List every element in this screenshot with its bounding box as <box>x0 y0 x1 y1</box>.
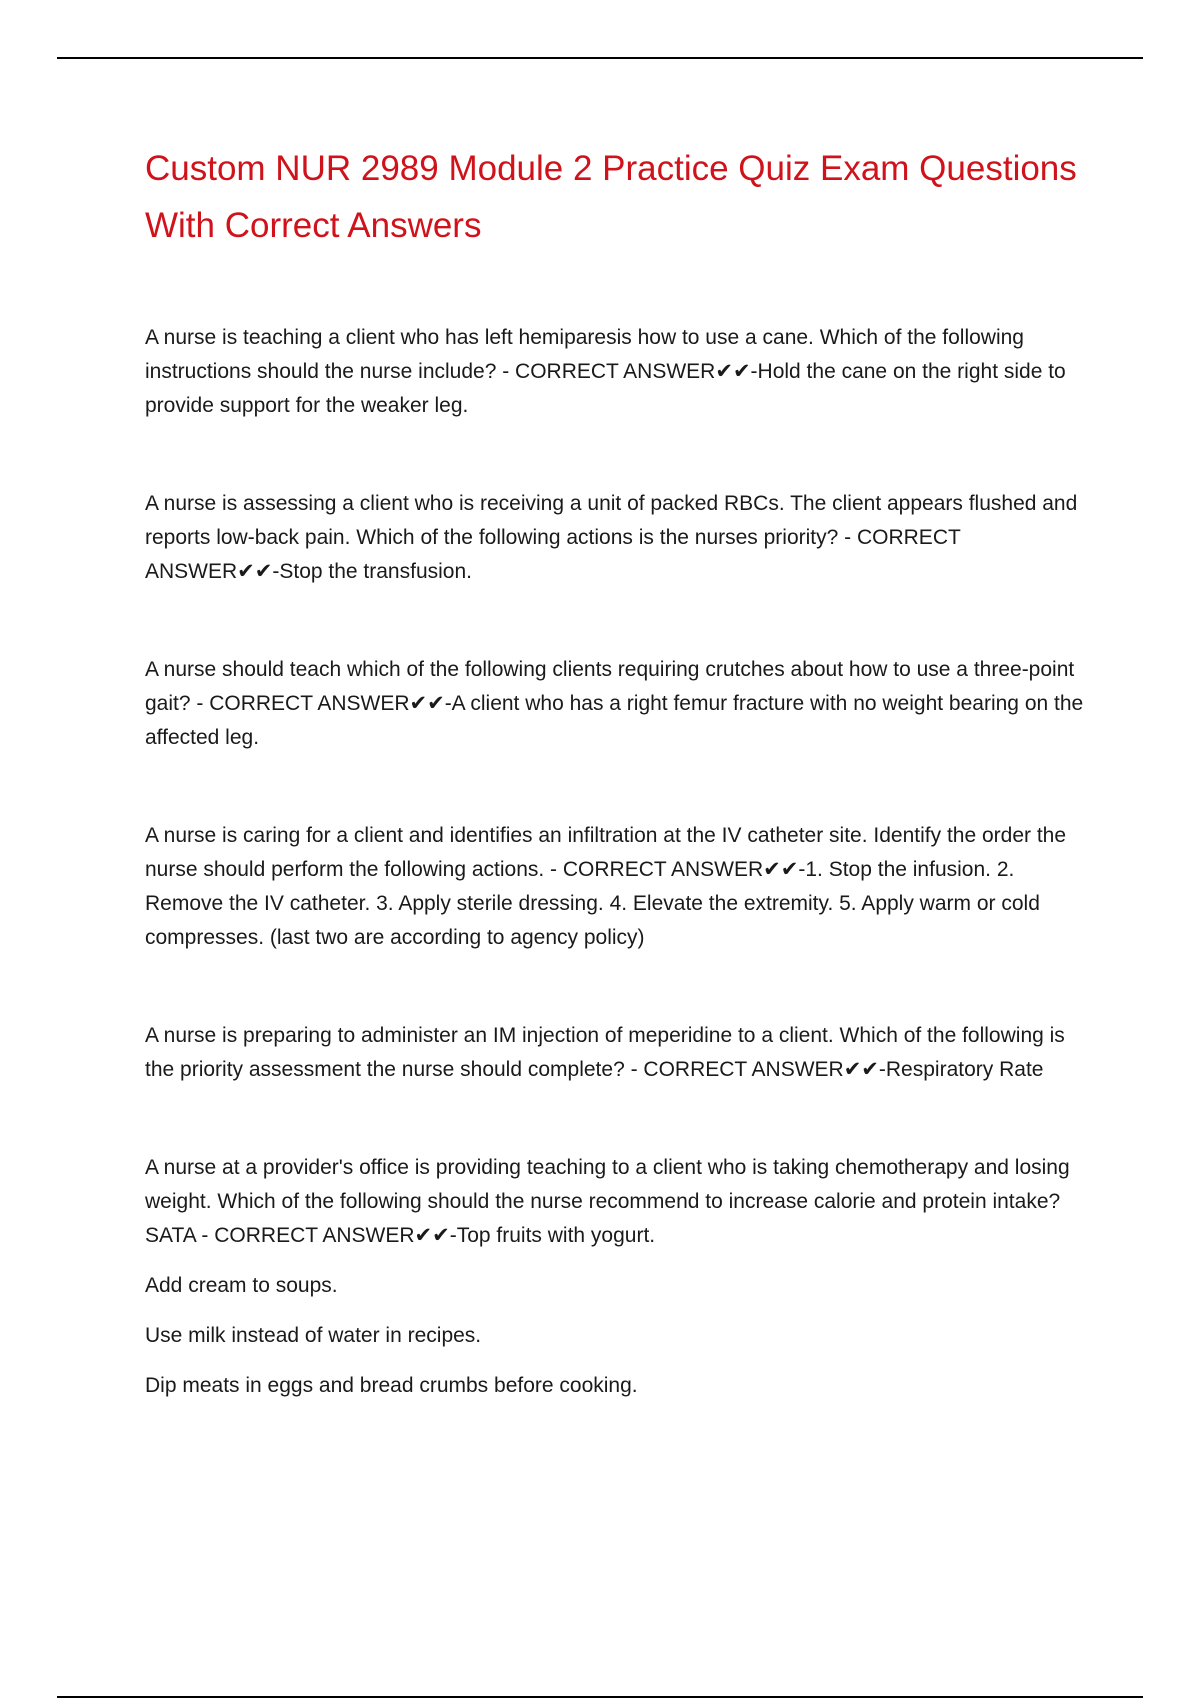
question-list <box>145 321 1095 1403</box>
question-item: A nurse is assessing a client who is receiving a unit of packed RBCs. The client appears flushed and reports low-back pain. Which of the following actions is the nurses priority? - CORRECT ANSWER✔✔-Stop the transfusion. <box>145 492 1078 583</box>
question-item: A nurse at a provider's office is providing teaching to a client who is taking chemotherapy and losing weight. Which of the following should the nurse recommend to increase calorie and protein intake? SATA - CORRECT ANSWER✔✔-Top fruits with yogurt. <box>145 1156 1070 1247</box>
document-content <box>145 140 1095 1419</box>
question-item: A nurse is preparing to administer an IM injection of meperidine to a client. Which of the following is the priority assessment the nurse should complete? - CORRECT ANSWER✔✔-Respiratory Rate <box>145 1024 1065 1081</box>
answer-line: Add cream to soups. <box>145 1274 338 1297</box>
document-title: Custom NUR 2989 Module 2 Practice Quiz Exam Questions With Correct Answers <box>145 149 1077 245</box>
answer-line: Dip meats in eggs and bread crumbs before cooking. <box>145 1374 638 1397</box>
question-item: A nurse is caring for a client and identifies an infiltration at the IV catheter site. Identify the order the nurse should perform the following actions. - CORRECT ANSWER✔✔-1. Stop the infusion. 2. Remove the IV catheter. 3. Apply sterile dressing. 4. Elevate the extremity. 5. Apply warm or cold compresses. (last two are according to agency policy) <box>145 824 1067 949</box>
answer-line: Use milk instead of water in recipes. <box>145 1324 482 1347</box>
top-rule <box>57 57 1143 59</box>
question-item: A nurse should teach which of the following clients requiring crutches about how to use a three-point gait? - CORRECT ANSWER✔✔-A client who has a right femur fracture with no weight bearing on the affected leg. <box>145 658 1084 749</box>
question-item: A nurse is teaching a client who has left hemiparesis how to use a cane. Which of the following instructions should the nurse include? - CORRECT ANSWER✔✔-Hold the cane on the right side to provide support for the weaker leg. <box>145 326 1066 417</box>
bottom-rule <box>57 1696 1143 1698</box>
